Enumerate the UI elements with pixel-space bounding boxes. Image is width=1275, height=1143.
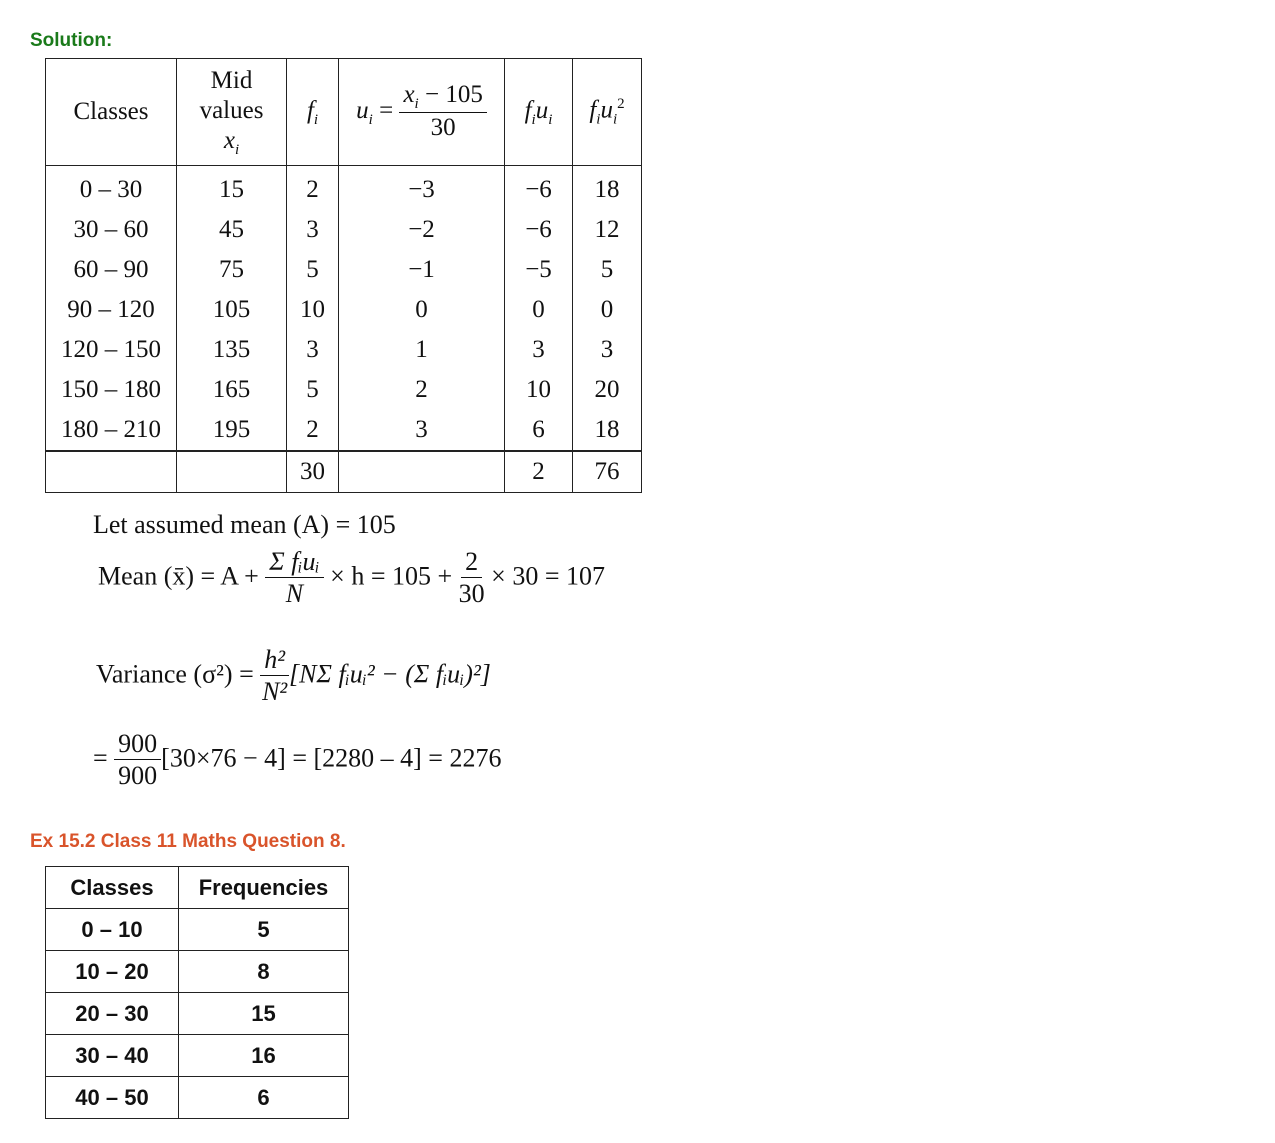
freq-class-cell: 0 – 10	[46, 909, 179, 951]
freq-header-classes: Classes	[46, 867, 179, 909]
table-cell: 165	[177, 370, 287, 410]
freq-value-cell: 5	[179, 909, 349, 951]
variance2-lhs: =	[93, 743, 115, 773]
table-cell: −5	[505, 250, 573, 290]
total-cell: 30	[287, 451, 339, 493]
header-ui: $u_i$ = $\frac{x_i - 105}{30}$	[339, 59, 505, 166]
header-mid-values	[177, 59, 287, 166]
header-mid-line2: values	[199, 96, 264, 124]
table-row	[46, 410, 642, 451]
table-cell: 0	[339, 290, 505, 330]
table-cell: 0	[505, 290, 573, 330]
table-cell: 60 – 90	[46, 250, 177, 290]
freq-value-cell: 16	[179, 1035, 349, 1077]
solution-heading: Solution:	[30, 30, 113, 51]
freq-row	[46, 993, 349, 1035]
freq-value-cell: 6	[179, 1077, 349, 1119]
assumed-mean-line: Let assumed mean (A) = 105	[93, 510, 396, 539]
table-cell: 30 – 60	[46, 210, 177, 250]
variance-computation	[93, 730, 501, 791]
freq-class-cell: 40 – 50	[46, 1077, 179, 1119]
table-cell: −3	[339, 166, 505, 211]
table-cell: 105	[177, 290, 287, 330]
table-cell: 10	[505, 370, 573, 410]
freq-class-cell: 10 – 20	[46, 951, 179, 993]
table-cell: 18	[573, 166, 642, 211]
header-classes: Classes	[46, 59, 177, 166]
variance2-fraction: $\frac{900}{900}$	[114, 730, 161, 791]
table-cell: 150 – 180	[46, 370, 177, 410]
table-cell: 75	[177, 250, 287, 290]
freq-class-cell: 30 – 40	[46, 1035, 179, 1077]
table-cell: 90 – 120	[46, 290, 177, 330]
table-cell: 3	[287, 210, 339, 250]
freq-class-cell: 20 – 30	[46, 993, 179, 1035]
table-row	[46, 250, 642, 290]
table-cell: 10	[287, 290, 339, 330]
header-ui-num-rest: − 105	[418, 80, 483, 108]
table-cell: 12	[573, 210, 642, 250]
header-fiui2-symbol: f	[589, 96, 597, 124]
table-row	[46, 210, 642, 250]
header-mid-sub: i	[234, 141, 240, 158]
header-mid-line1: Mid	[210, 66, 253, 94]
total-cell	[46, 451, 177, 493]
variance-end: [NΣ fᵢuᵢ² − (Σ fᵢuᵢ)²]	[289, 659, 491, 689]
table-cell: −6	[505, 210, 573, 250]
table-cell: 120 – 150	[46, 330, 177, 370]
frequency-table	[45, 866, 349, 1119]
table-cell: 5	[287, 250, 339, 290]
mean-lhs: Mean (x̄) = A +	[98, 561, 266, 591]
table-cell: 15	[177, 166, 287, 211]
table-cell: 0 – 30	[46, 166, 177, 211]
freq-row	[46, 951, 349, 993]
table-row	[46, 166, 642, 211]
table-cell: 135	[177, 330, 287, 370]
total-cell	[339, 451, 505, 493]
table-cell: −2	[339, 210, 505, 250]
table-cell: 18	[573, 410, 642, 451]
table-cell: −1	[339, 250, 505, 290]
variance-lhs: Variance (σ²) =	[96, 659, 261, 689]
header-fiui: $f_iu_i$	[505, 59, 573, 166]
table-cell: 2	[287, 410, 339, 451]
freq-header-frequencies: Frequencies	[179, 867, 349, 909]
mean-fraction: $\frac{\text{Σ fᵢuᵢ}}{N}$	[265, 548, 323, 609]
header-fi	[287, 59, 339, 166]
table-cell: 195	[177, 410, 287, 451]
freq-value-cell: 8	[179, 951, 349, 993]
table-cell: 20	[573, 370, 642, 410]
freq-row	[46, 1035, 349, 1077]
mean-end: × 30 = 107	[484, 561, 605, 591]
total-cell: 76	[573, 451, 642, 493]
freq-row	[46, 909, 349, 951]
table-cell: 180 – 210	[46, 410, 177, 451]
header-fiui-symbol: f	[524, 96, 532, 124]
total-cell	[177, 451, 287, 493]
table-cell: 1	[339, 330, 505, 370]
table-cell: 3	[505, 330, 573, 370]
total-cell: 2	[505, 451, 573, 493]
header-fi-symbol: f	[306, 96, 314, 124]
table-row	[46, 370, 642, 410]
table-row	[46, 330, 642, 370]
table-cell: 0	[573, 290, 642, 330]
freq-value-cell: 15	[179, 993, 349, 1035]
variance2-end: [30×76 − 4] = [2280 – 4] = 2276	[161, 743, 502, 773]
mean-fraction-2: $\frac{2}{30}$	[458, 547, 485, 608]
table-row	[46, 290, 642, 330]
table-cell: 2	[287, 166, 339, 211]
header-ui-num: x	[403, 80, 415, 108]
table-cell: 2	[339, 370, 505, 410]
header-fiui2: $f_iu_i^2$	[573, 59, 642, 166]
header-ui-lhs: u	[356, 96, 369, 124]
table-cell: −6	[505, 166, 573, 211]
table-cell: 6	[505, 410, 573, 451]
mean-mid: × h = 105 +	[323, 561, 459, 591]
question-heading: Ex 15.2 Class 11 Maths Question 8.	[30, 831, 346, 852]
header-ui-den: 30	[430, 114, 456, 142]
mean-formula	[98, 548, 605, 609]
freq-row	[46, 1077, 349, 1119]
variance-fraction: $\frac{\text{h²}}{\text{N²}}$	[262, 645, 288, 706]
totals-row	[46, 451, 642, 493]
header-ui-fraction: $\frac{x_i - 105}{30}$	[399, 81, 486, 144]
statistics-table	[45, 58, 642, 493]
table-header-row	[46, 59, 642, 166]
header-fi-sub: i	[313, 111, 319, 128]
table-cell: 3	[339, 410, 505, 451]
variance-formula	[96, 646, 491, 707]
header-mid-symbol: x	[223, 126, 235, 154]
table-cell: 3	[573, 330, 642, 370]
freq-header-row	[46, 867, 349, 909]
table-cell: 5	[573, 250, 642, 290]
table-cell: 5	[287, 370, 339, 410]
table-cell: 45	[177, 210, 287, 250]
table-cell: 3	[287, 330, 339, 370]
